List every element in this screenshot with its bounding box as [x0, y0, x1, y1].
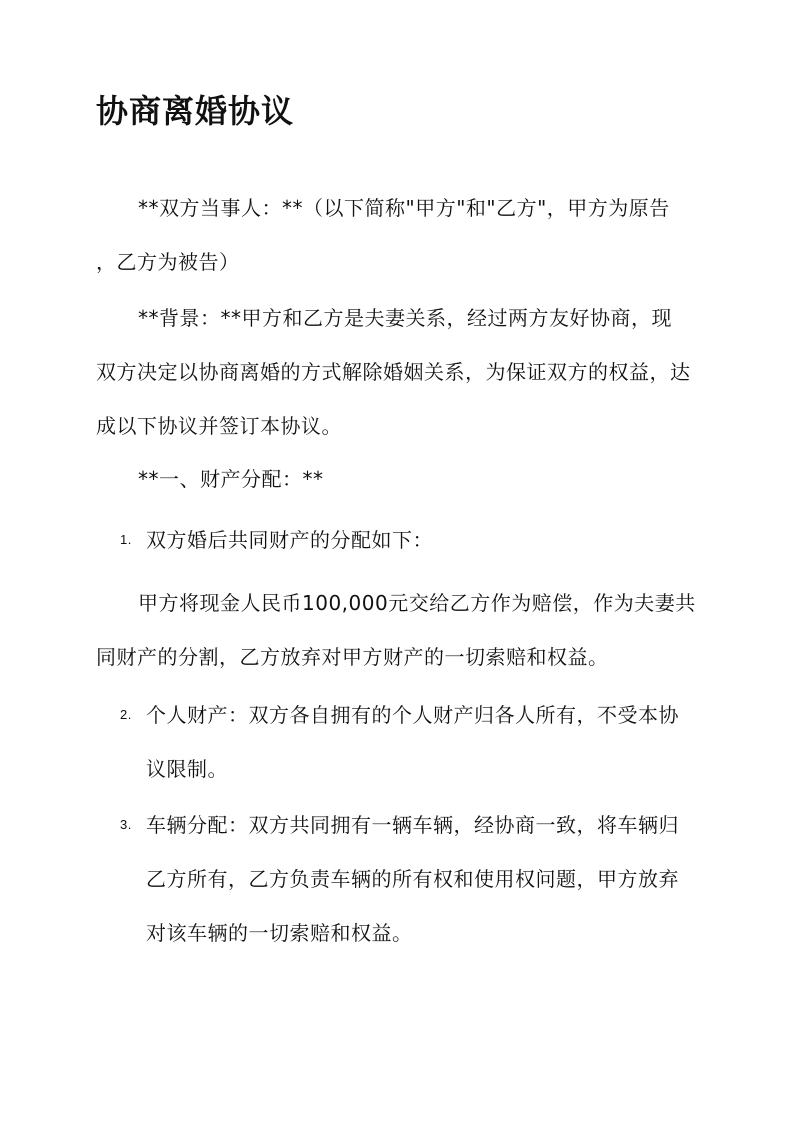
list-item-2 — [120, 688, 720, 796]
list-item-2-line-2: 议限制。 — [146, 757, 228, 781]
list-item-2-number: 2. — [120, 707, 132, 722]
list-item-3-number: 3. — [120, 817, 132, 832]
document-title: 协商离婚协议 — [96, 92, 295, 130]
item-1-detail-line-2: 同财产的分割，乙方放弃对甲方财产的一切索赔和权益。 — [96, 645, 609, 669]
list-item-1-line-1: 双方婚后共同财产的分配如下： — [146, 528, 433, 552]
list-item-2-line-1: 个人财产：双方各自拥有的个人财产归各人所有，不受本协 — [146, 703, 679, 727]
section-1-heading: **一、财产分配：** — [138, 467, 324, 491]
background-line-3: 成以下协议并签订本协议。 — [96, 414, 342, 438]
list-item-3-line-1: 车辆分配：双方共同拥有一辆车辆，经协商一致，将车辆归 — [146, 813, 679, 837]
parties-paragraph — [96, 181, 716, 289]
parties-line-1: **双方当事人：**（以下简称"甲方"和"乙方"，甲方为原告 — [138, 196, 670, 220]
list-item-1 — [120, 513, 720, 567]
item-1-detail-paragraph — [96, 576, 716, 684]
background-paragraph — [96, 291, 716, 453]
list-item-3-line-3: 对该车辆的一切索赔和权益。 — [146, 921, 413, 945]
list-item-3-line-2: 乙方所有，乙方负责车辆的所有权和使用权问题，甲方放弃 — [146, 867, 679, 891]
background-line-2: 双方决定以协商离婚的方式解除婚姻关系，为保证双方的权益，达 — [96, 360, 691, 384]
list-item-3 — [120, 798, 720, 960]
background-line-1: **背景：**甲方和乙方是夫妻关系，经过两方友好协商，现 — [138, 306, 672, 330]
section-1-heading-block — [96, 452, 716, 506]
item-1-detail-line-1: 甲方将现金人民币100,000元交给乙方作为赔偿，作为夫妻共 — [138, 591, 696, 615]
parties-line-2: ，乙方为被告） — [96, 250, 240, 274]
list-item-1-number: 1. — [120, 532, 132, 547]
